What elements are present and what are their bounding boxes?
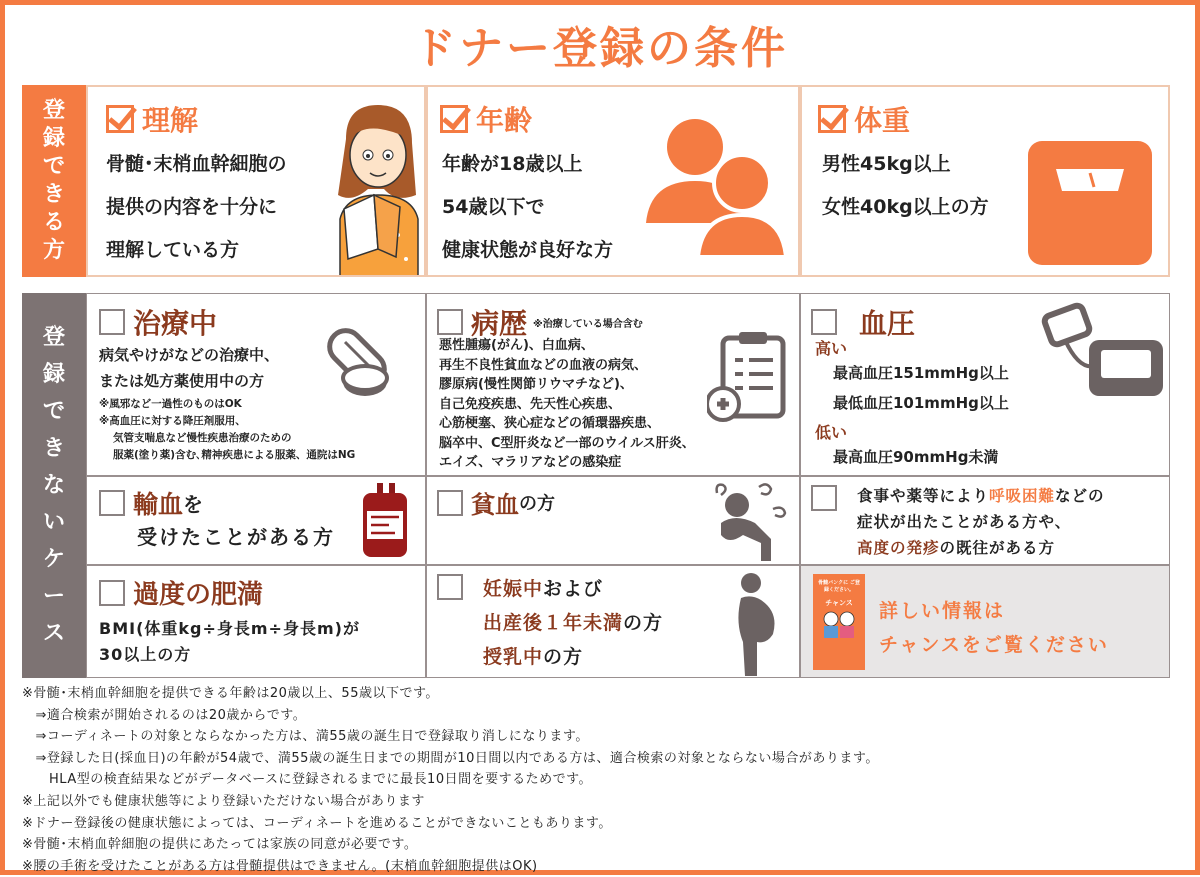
understanding-heading: 理解 (142, 104, 199, 137)
low-line: 最高血圧90mmHg未満 (833, 448, 999, 466)
footnote-line: ※ドナー登録後の健康状態によっては、コーディネートを進めることができないこともあります。 (22, 815, 612, 831)
obesity-line: BMI(体重kg÷身長m÷身長m)が (99, 619, 360, 638)
obesity-line: 30以上の方 (99, 645, 192, 664)
allergy-text: の既往がある方 (939, 539, 1056, 557)
footnote-line: ※骨髄･末梢血幹細胞を提供できる年齢は20歳以上、55歳以下です。 (22, 686, 439, 701)
scale-icon (1028, 141, 1152, 265)
card-blood-pressure (800, 293, 1170, 476)
treatment-note: ※高血圧に対する降圧剤服用、 (99, 415, 246, 427)
footnotes (22, 683, 1182, 877)
page-title: ドナー登録の条件 (412, 23, 788, 74)
booklet-subtitle: チャンス (825, 599, 853, 607)
card-history (426, 293, 800, 476)
pregnancy-highlight: 妊娠中 (483, 578, 544, 600)
people-icon (640, 107, 790, 257)
age-line: 健康状態が良好な方 (442, 239, 614, 261)
high-label: 高い (815, 339, 848, 358)
footnote-line: ⇒登録した日(採血日)の年齢が54歳で、満55歳の誕生日までの期間が10日間以内である方は、適合検索の対象とならない場合があります。 (22, 750, 879, 766)
chance-booklet (813, 574, 865, 670)
pregnancy-highlight: 出産後１年未満 (483, 612, 624, 634)
treatment-note: ※風邪など一過性のものはOK (99, 398, 242, 410)
card-chance (800, 565, 1170, 678)
allergy-text: などの (1055, 487, 1105, 505)
checkbox-icon (811, 309, 837, 335)
history-line: エイズ、マラリアなどの感染症 (439, 455, 622, 470)
side-label-char: 登 (42, 325, 65, 350)
pregnancy-text: および (543, 578, 604, 600)
treatment-heading: 治療中 (133, 307, 218, 340)
low-label: 低い (815, 423, 848, 442)
footnote-line: ※腰の手術を受けたことがある方は骨髄提供はできません。(末梢血幹細胞提供はOK) (22, 858, 538, 874)
booklet-figures-icon (819, 610, 859, 640)
footnote-line: ⇒適合検索が開始されるのは20歳からです。 (22, 707, 307, 723)
side-label-char: ス (42, 621, 65, 646)
side-label-char: ー (42, 584, 65, 609)
checkmark-icon (440, 105, 468, 133)
history-line: 再生不良性貧血などの血液の病気、 (439, 357, 648, 373)
chance-line: チャンスをご覧ください (879, 634, 1109, 656)
side-label-char: る (42, 210, 65, 235)
history-line: 悪性腫瘍(がん)、白血病、 (439, 338, 594, 353)
checkbox-icon (99, 580, 125, 606)
card-allergy (800, 476, 1170, 565)
side-label-cannot (22, 293, 86, 678)
side-label-char: 録 (42, 362, 65, 387)
history-line: 自己免疫疾患、先天性心疾患、 (439, 396, 622, 412)
allergy-highlight: 高度の発疹 (857, 539, 940, 557)
pregnancy-highlight: 授乳中 (483, 646, 544, 668)
treatment-note: 気管支喘息など慢性疾患治療のための (113, 432, 292, 444)
treatment-line: または処方薬使用中の方 (99, 372, 265, 390)
history-note: ※治療している場合含む (533, 318, 643, 330)
transfusion-suffix: を (183, 492, 204, 517)
understanding-line: 理解している方 (106, 239, 240, 261)
card-understanding (86, 85, 426, 277)
understanding-line: 提供の内容を十分に (106, 196, 278, 218)
history-line: 膠原病(慢性関節リウマチなど)、 (439, 377, 633, 392)
card-transfusion (86, 476, 426, 565)
medical-chart-icon (707, 330, 793, 426)
side-label-char: ケ (42, 547, 65, 572)
footnote-line: HLA型の検査結果などがデータベースに登録されるまでに最長10日間を要するためです。 (22, 772, 593, 788)
side-label-char: い (42, 510, 65, 535)
pregnant-woman-icon (733, 572, 779, 676)
side-label-char: な (42, 473, 65, 498)
age-line: 54歳以下で (442, 196, 545, 218)
side-label-char: で (42, 154, 65, 179)
pills-icon (319, 322, 415, 402)
footnote-line: ※骨髄･末梢血幹細胞の提供にあたっては家族の同意が必要です。 (22, 837, 418, 853)
dizzy-person-icon (713, 479, 793, 563)
age-line: 年齢が18歳以上 (442, 153, 583, 175)
side-label-char: き (42, 182, 65, 207)
checkmark-icon (106, 105, 134, 133)
side-label-can (22, 85, 86, 277)
anemia-heading: 貧血 (471, 491, 519, 519)
side-label-char: 録 (42, 126, 65, 151)
side-label-char: 登 (42, 98, 65, 123)
side-label-char: き (42, 436, 65, 461)
allergy-highlight: 呼吸困難 (989, 487, 1056, 505)
transfusion-line: 受けたことがある方 (137, 525, 335, 549)
blood-bag-icon (359, 483, 411, 561)
understanding-line: 骨髄･末梢血幹細胞の (106, 153, 287, 175)
footnote-line: ※上記以外でも健康状態等により登録いただけない場合があります (22, 793, 425, 809)
card-age (426, 85, 800, 277)
history-line: 心筋梗塞、狭心症などの循環器疾患、 (439, 416, 661, 431)
checkbox-icon (99, 309, 125, 335)
blood-pressure-monitor-icon (1039, 300, 1165, 410)
card-pregnancy (426, 565, 800, 678)
side-label-char: で (42, 399, 65, 424)
allergy-text: 食事や薬等により (857, 487, 990, 505)
checkbox-icon (437, 309, 463, 335)
checkmark-icon (818, 105, 846, 133)
weight-line: 男性45kg以上 (822, 153, 951, 175)
card-obesity (86, 565, 426, 678)
blood-pressure-heading: 血圧 (859, 307, 916, 340)
weight-heading: 体重 (854, 104, 911, 137)
chance-line: 詳しい情報は (879, 600, 1006, 622)
checkbox-icon (437, 574, 463, 600)
side-label-char: 方 (42, 238, 65, 263)
treatment-note: 服薬(塗り薬)含む､精神疾患による服薬、通院はNG (113, 449, 356, 461)
reading-woman-icon (326, 99, 426, 277)
pregnancy-text: の方 (543, 646, 584, 668)
transfusion-heading: 輸血 (133, 490, 184, 519)
footnote-line: ⇒コーディネートの対象とならなかった方は、満55歳の誕生日で登録取り消しになります。 (22, 729, 589, 745)
card-weight (800, 85, 1170, 277)
high-line: 最高血圧151mmHg以上 (833, 364, 1009, 382)
weight-line: 女性40kg以上の方 (822, 196, 989, 218)
high-line: 最低血圧101mmHg以上 (833, 394, 1009, 412)
history-heading: 病歴 (471, 307, 528, 340)
anemia-suffix: の方 (519, 493, 555, 515)
booklet-title: 骨髄バンクに ご登録ください。 (818, 580, 860, 593)
allergy-text: 症状が出たことがある方や、 (857, 513, 1072, 531)
history-line: 脳卒中、C型肝炎など一部のウイルス肝炎、 (439, 435, 695, 451)
pregnancy-text: の方 (623, 612, 664, 634)
age-heading: 年齢 (476, 104, 533, 137)
checkbox-icon (99, 490, 125, 516)
card-anemia (426, 476, 800, 565)
treatment-line: 病気やけがなどの治療中、 (99, 346, 280, 364)
checkbox-icon (811, 485, 837, 511)
obesity-heading: 過度の肥満 (133, 580, 264, 610)
checkbox-icon (437, 490, 463, 516)
card-treatment (86, 293, 426, 476)
